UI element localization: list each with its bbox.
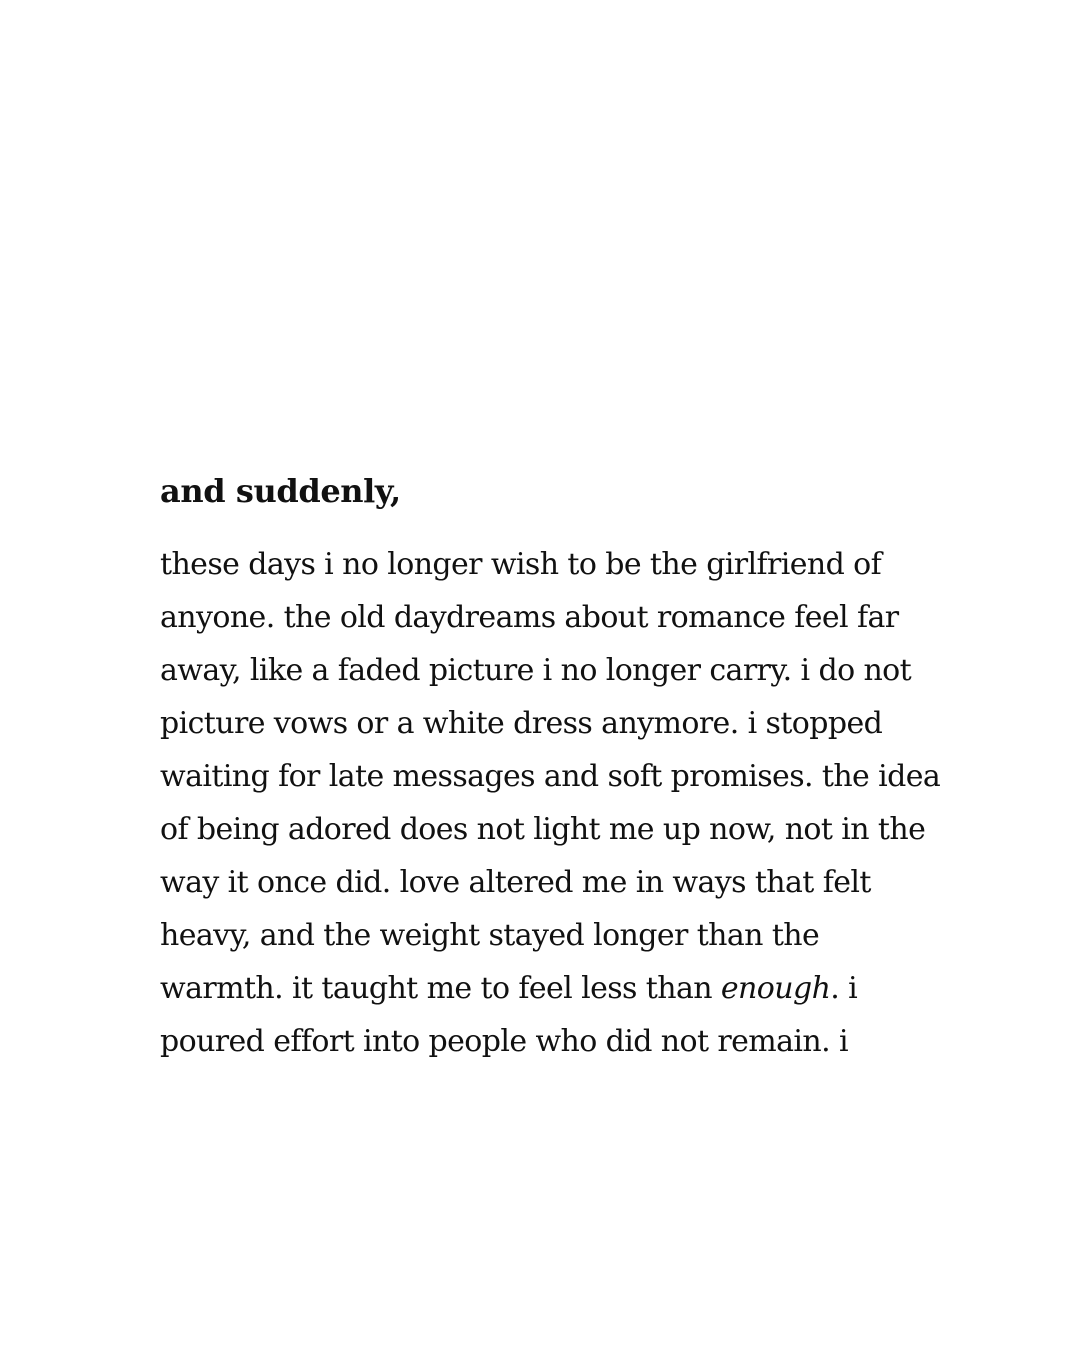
poem-line: waiting for late messages and soft promises. the idea: [160, 759, 941, 794]
poem-line: these days i no longer wish to be the girlfriend of: [160, 547, 882, 582]
poem-line-with-emphasis: [160, 962, 960, 1015]
poem-line: of being adored does not light me up now, not in the: [160, 812, 926, 847]
poem: [160, 466, 960, 1068]
poem-line: anyone. the old daydreams about romance feel far: [160, 600, 899, 635]
poem-line-text: . i: [830, 971, 858, 1006]
poem-line: picture vows or a white dress anymore. i stopped: [160, 706, 883, 741]
emphasized-word: enough: [720, 971, 831, 1006]
poem-line: away, like a faded picture i no longer carry. i do not: [160, 653, 912, 688]
poem-line-text: warmth. it taught me to feel less than: [160, 971, 721, 1006]
poem-line: poured effort into people who did not remain. i: [160, 1024, 848, 1059]
poem-title: and suddenly,: [160, 472, 401, 510]
poem-line: way it once did. love altered me in ways that felt: [160, 865, 871, 900]
poem-line: heavy, and the weight stayed longer than the: [160, 918, 820, 953]
